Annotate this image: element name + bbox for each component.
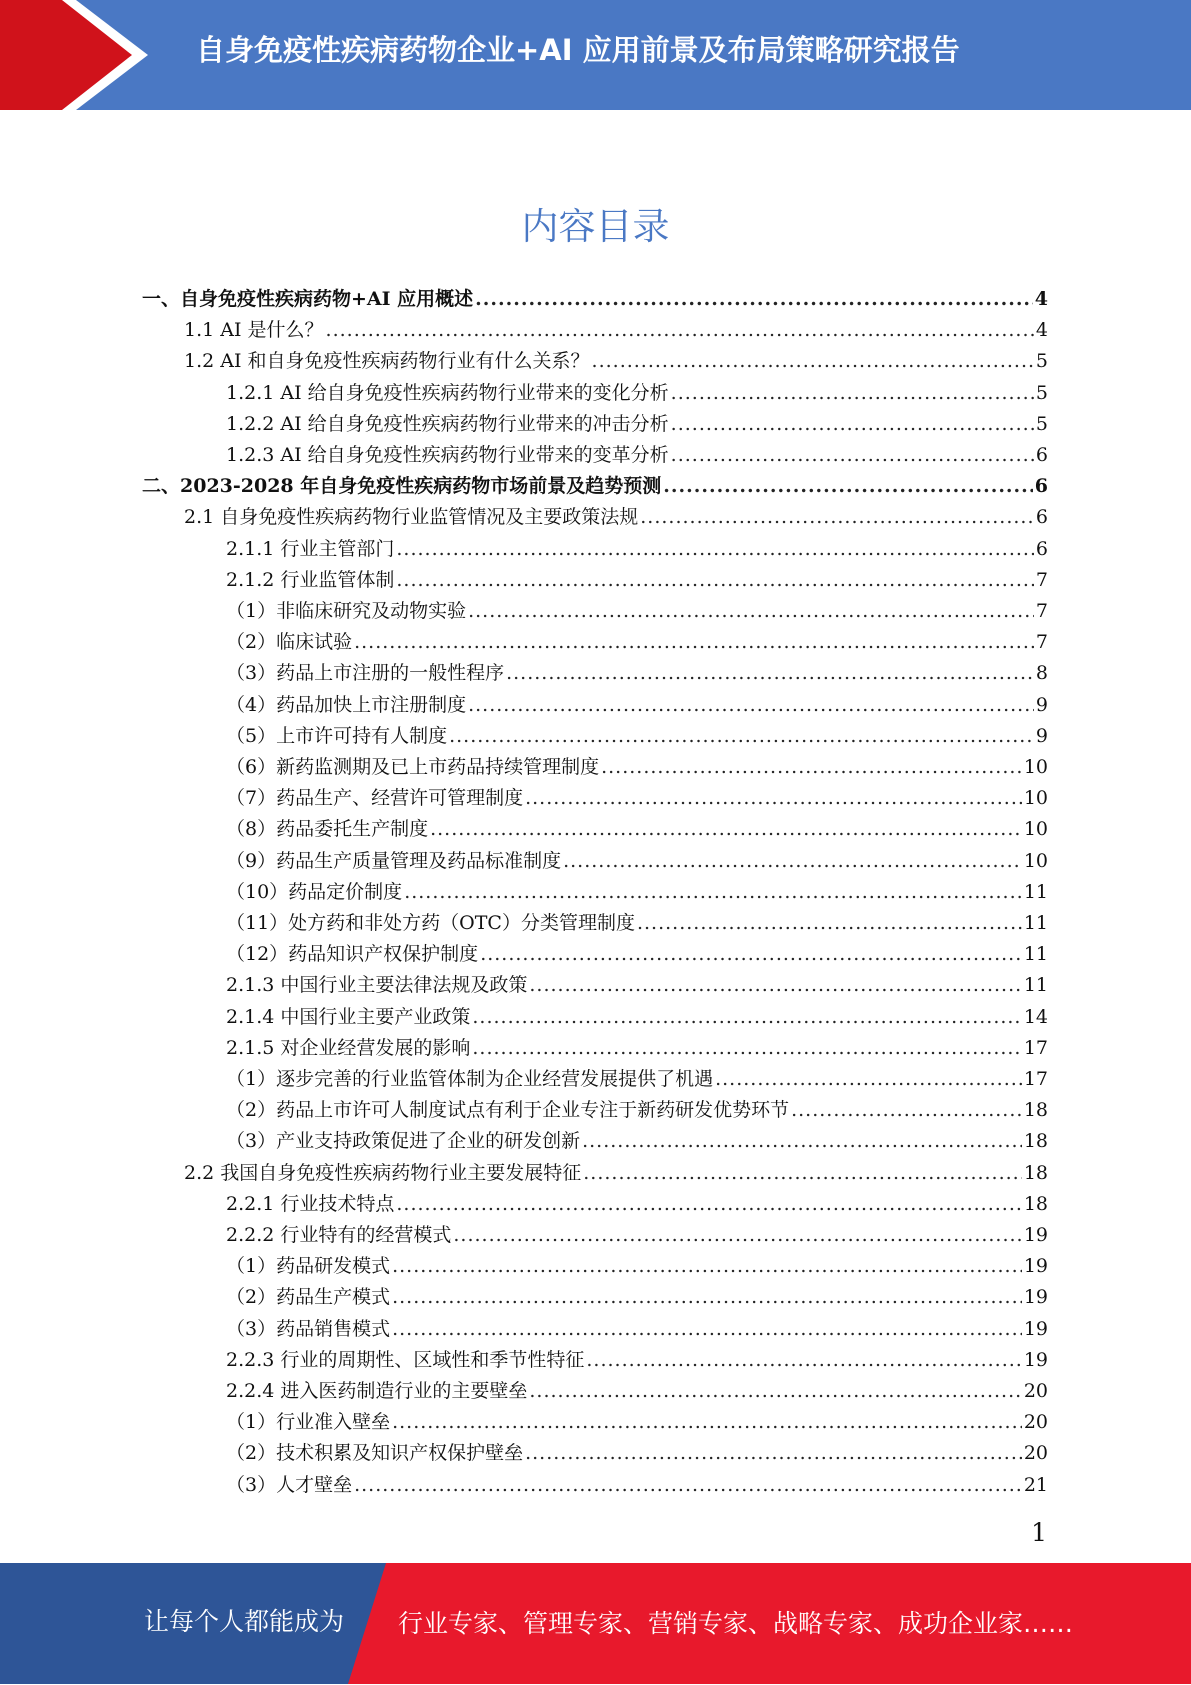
footer-slogan-right: 行业专家、管理专家、营销专家、战略专家、成功企业家…… [398, 1609, 1074, 1638]
toc-dot-leader [430, 814, 1022, 845]
toc-entry[interactable] [226, 1189, 1048, 1220]
toc-entry-page: 10 [1023, 787, 1048, 809]
toc-entry[interactable] [226, 908, 1048, 939]
toc-entry-label: （3）药品上市注册的一般性程序 [226, 662, 505, 684]
toc-entry[interactable] [226, 721, 1048, 752]
toc-entry[interactable] [226, 1470, 1048, 1501]
toc-entry[interactable] [184, 346, 1048, 377]
toc-dot-leader [326, 315, 1034, 346]
toc-entry-label: （12）药品知识产权保护制度 [226, 943, 479, 965]
toc-entry-label: （1）行业准入壁垒 [226, 1411, 391, 1433]
toc-heading: 内容目录 [521, 205, 670, 248]
toc-entry-label: （1）非临床研究及动物实验 [226, 600, 467, 622]
toc-entry-label: （2）药品生产模式 [226, 1286, 391, 1308]
toc-entry-label: 2.1.5 对企业经营发展的影响 [226, 1037, 471, 1059]
toc-entry-page: 5 [1035, 413, 1048, 435]
toc-dot-leader [582, 1126, 1022, 1157]
toc-entry-label: （1）药品研发模式 [226, 1255, 391, 1277]
toc-dot-leader [586, 1345, 1021, 1376]
toc-entry[interactable] [226, 1095, 1048, 1126]
toc-entry-page: 19 [1023, 1349, 1048, 1371]
toc-entry-page: 4 [1035, 319, 1048, 341]
toc-entry-page: 6 [1035, 506, 1048, 528]
toc-entry[interactable] [226, 409, 1048, 440]
toc-dot-leader [640, 502, 1034, 533]
toc-entry[interactable] [226, 1438, 1048, 1469]
toc-dot-leader [592, 346, 1034, 377]
toc-dot-leader [472, 1033, 1021, 1064]
toc-dot-leader [392, 1407, 1022, 1438]
toc-entry-label: 2.1 自身免疫性疾病药物行业监管情况及主要政策法规 [184, 506, 639, 528]
toc-dot-leader [472, 1002, 1021, 1033]
toc-entry-page: 9 [1035, 725, 1048, 747]
toc-entry-page: 17 [1023, 1037, 1048, 1059]
toc-entry-label: （6）新药监测期及已上市药品持续管理制度 [226, 756, 600, 778]
toc-entry-label: 2.2.1 行业技术特点 [226, 1193, 395, 1215]
toc-entry[interactable] [226, 378, 1048, 409]
toc-entry-label: （3）人才壁垒 [226, 1474, 353, 1496]
toc-dot-leader [396, 534, 1034, 565]
toc-entry[interactable] [226, 627, 1048, 658]
toc-entry-label: （2）药品上市许可人制度试点有利于企业专注于新药研发优势环节 [226, 1099, 790, 1121]
toc-entry[interactable] [226, 846, 1048, 877]
toc-entry-page: 5 [1035, 350, 1048, 372]
toc-entry-page: 7 [1035, 631, 1048, 653]
toc-entry-page: 21 [1023, 1474, 1048, 1496]
page-number: 1 [1031, 1518, 1047, 1547]
toc-entry[interactable] [226, 1220, 1048, 1251]
toc-entry[interactable] [226, 970, 1048, 1001]
toc-entry-page: 10 [1023, 850, 1048, 872]
toc-entry[interactable] [226, 1064, 1048, 1095]
toc-entry-page: 5 [1035, 382, 1048, 404]
toc-entry-page: 18 [1023, 1162, 1048, 1184]
toc-dot-leader [354, 627, 1034, 658]
toc-entry-page: 20 [1023, 1442, 1048, 1464]
toc-entry-page: 10 [1023, 756, 1048, 778]
toc-entry[interactable] [226, 658, 1048, 689]
toc-entry-label: （7）药品生产、经营许可管理制度 [226, 787, 524, 809]
toc-entry-page: 19 [1023, 1286, 1048, 1308]
toc-entry[interactable] [226, 752, 1048, 783]
toc-dot-leader [637, 908, 1022, 939]
toc-entry-page: 18 [1023, 1130, 1048, 1152]
toc-dot-leader [791, 1095, 1022, 1126]
toc-entry[interactable] [226, 783, 1048, 814]
toc-entry[interactable] [226, 1407, 1048, 1438]
toc-entry-label: 2.2.3 行业的周期性、区域性和季节性特征 [226, 1349, 585, 1371]
toc-dot-leader [392, 1282, 1022, 1313]
toc-entry-label: （5）上市许可持有人制度 [226, 725, 448, 747]
toc-entry-label: 2.1.2 行业监管体制 [226, 569, 395, 591]
toc-dot-leader [453, 1220, 1021, 1251]
toc-dot-leader [525, 783, 1022, 814]
toc-entry-label: （3）药品销售模式 [226, 1318, 391, 1340]
toc-entry[interactable] [184, 315, 1048, 346]
toc-entry-label: 二、2023-2028 年自身免疫性疾病药物市场前景及趋势预测 [142, 475, 662, 497]
toc-dot-leader [468, 596, 1034, 627]
toc-entry[interactable] [226, 1002, 1048, 1033]
toc-entry[interactable] [226, 1126, 1048, 1157]
toc-entry-page: 18 [1023, 1193, 1048, 1215]
page-footer [0, 1563, 1191, 1684]
toc-dot-leader [392, 1251, 1022, 1282]
toc-entry-page: 4 [1034, 288, 1048, 310]
toc-entry-label: （2）技术积累及知识产权保护壁垒 [226, 1442, 524, 1464]
toc-entry-page: 18 [1023, 1099, 1048, 1121]
toc-dot-leader [583, 1158, 1022, 1189]
toc-entry-label: （2）临床试验 [226, 631, 353, 653]
footer-slogan-left: 让每个人都能成为 [144, 1607, 345, 1636]
toc-entry[interactable] [226, 1345, 1048, 1376]
toc-entry-page: 11 [1023, 943, 1048, 965]
toc-entry-label: 2.2.4 进入医药制造行业的主要壁垒 [226, 1380, 528, 1402]
toc-dot-leader [480, 939, 1022, 970]
toc-entry-label: （10）药品定价制度 [226, 881, 403, 903]
toc-entry-page: 6 [1034, 475, 1048, 497]
toc-entry-label: （4）药品加快上市注册制度 [226, 694, 467, 716]
toc-entry-page: 8 [1035, 662, 1048, 684]
toc-dot-leader [715, 1064, 1022, 1095]
toc-entry[interactable] [226, 565, 1048, 596]
toc-entry-page: 20 [1023, 1380, 1048, 1402]
toc-entry-page: 17 [1023, 1068, 1048, 1090]
toc-entry-page: 19 [1023, 1224, 1048, 1246]
toc-entry-page: 19 [1023, 1255, 1048, 1277]
toc-dot-leader [396, 565, 1034, 596]
toc-dot-leader [392, 1314, 1022, 1345]
toc-entry[interactable] [226, 440, 1048, 471]
toc-entry-label: 1.1 AI 是什么？ [184, 319, 324, 341]
page-header [0, 0, 1191, 110]
toc-entry[interactable] [226, 1033, 1048, 1064]
toc-entry-page: 7 [1035, 600, 1048, 622]
toc-dot-leader [529, 970, 1021, 1001]
toc-entry-page: 6 [1035, 444, 1048, 466]
toc-entry-label: （11）处方药和非处方药（OTC）分类管理制度 [226, 912, 635, 934]
toc-entry[interactable] [184, 1158, 1048, 1189]
toc-entry-label: 1.2 AI 和自身免疫性疾病药物行业有什么关系？ [184, 350, 590, 372]
toc-dot-leader [671, 378, 1034, 409]
toc-entry-page: 6 [1035, 538, 1048, 560]
toc-entry[interactable] [226, 534, 1048, 565]
toc-dot-leader [601, 752, 1022, 783]
toc-entry-page: 11 [1023, 974, 1048, 996]
toc-dot-leader [671, 409, 1034, 440]
toc-entry-label: 1.2.3 AI 给自身免疫性疾病药物行业带来的变革分析 [226, 444, 669, 466]
toc-entry[interactable] [226, 939, 1048, 970]
toc-entry[interactable] [226, 690, 1048, 721]
toc-dot-leader [468, 690, 1034, 721]
toc-entry-label: 1.2.2 AI 给自身免疫性疾病药物行业带来的冲击分析 [226, 413, 669, 435]
toc-entry[interactable] [142, 284, 1048, 315]
toc-entry-label: 2.2.2 行业特有的经营模式 [226, 1224, 452, 1246]
toc-entry-page: 7 [1035, 569, 1048, 591]
toc-entry-page: 11 [1023, 912, 1048, 934]
toc-dot-leader [663, 471, 1033, 502]
toc-entry[interactable] [226, 877, 1048, 908]
toc-entry[interactable] [184, 502, 1048, 533]
report-title: 自身免疫性疾病药物企业+AI 应用前景及布局策略研究报告 [196, 33, 960, 67]
toc-dot-leader [529, 1376, 1021, 1407]
toc-dot-leader [671, 440, 1034, 471]
toc-entry-page: 19 [1023, 1318, 1048, 1340]
toc-entry-page: 10 [1023, 818, 1048, 840]
toc-dot-leader [396, 1189, 1021, 1220]
toc-entry-label: 一、自身免疫性疾病药物+AI 应用概述 [142, 288, 474, 310]
toc-entry-label: （1）逐步完善的行业监管体制为企业经营发展提供了机遇 [226, 1068, 714, 1090]
toc-entry[interactable] [226, 1376, 1048, 1407]
toc-entry[interactable] [226, 814, 1048, 845]
toc-dot-leader [525, 1438, 1022, 1469]
toc-entry-label: 2.1.4 中国行业主要产业政策 [226, 1006, 471, 1028]
toc-entry[interactable] [226, 1314, 1048, 1345]
toc-entry-page: 9 [1035, 694, 1048, 716]
toc-dot-leader [475, 284, 1033, 315]
toc-dot-leader [354, 1470, 1022, 1501]
toc-entry[interactable] [142, 471, 1048, 502]
toc-dot-leader [563, 846, 1022, 877]
toc-entry-page: 14 [1023, 1006, 1048, 1028]
toc-entry-label: 2.1.1 行业主管部门 [226, 538, 395, 560]
toc-entry-label: （8）药品委托生产制度 [226, 818, 429, 840]
toc-entry-page: 20 [1023, 1411, 1048, 1433]
toc-entry[interactable] [226, 1251, 1048, 1282]
toc-dot-leader [506, 658, 1034, 689]
toc-entry-label: 2.1.3 中国行业主要法律法规及政策 [226, 974, 528, 996]
toc-entry-label: 1.2.1 AI 给自身免疫性疾病药物行业带来的变化分析 [226, 382, 669, 404]
toc-entry-page: 11 [1023, 881, 1048, 903]
toc-entry-label: （9）药品生产质量管理及药品标准制度 [226, 850, 562, 872]
toc-entry-label: （3）产业支持政策促进了企业的研发创新 [226, 1130, 581, 1152]
toc-entry-label: 2.2 我国自身免疫性疾病药物行业主要发展特征 [184, 1162, 582, 1184]
toc-dot-leader [449, 721, 1034, 752]
toc-dot-leader [404, 877, 1022, 908]
toc-entry[interactable] [226, 1282, 1048, 1313]
toc-entry[interactable] [226, 596, 1048, 627]
